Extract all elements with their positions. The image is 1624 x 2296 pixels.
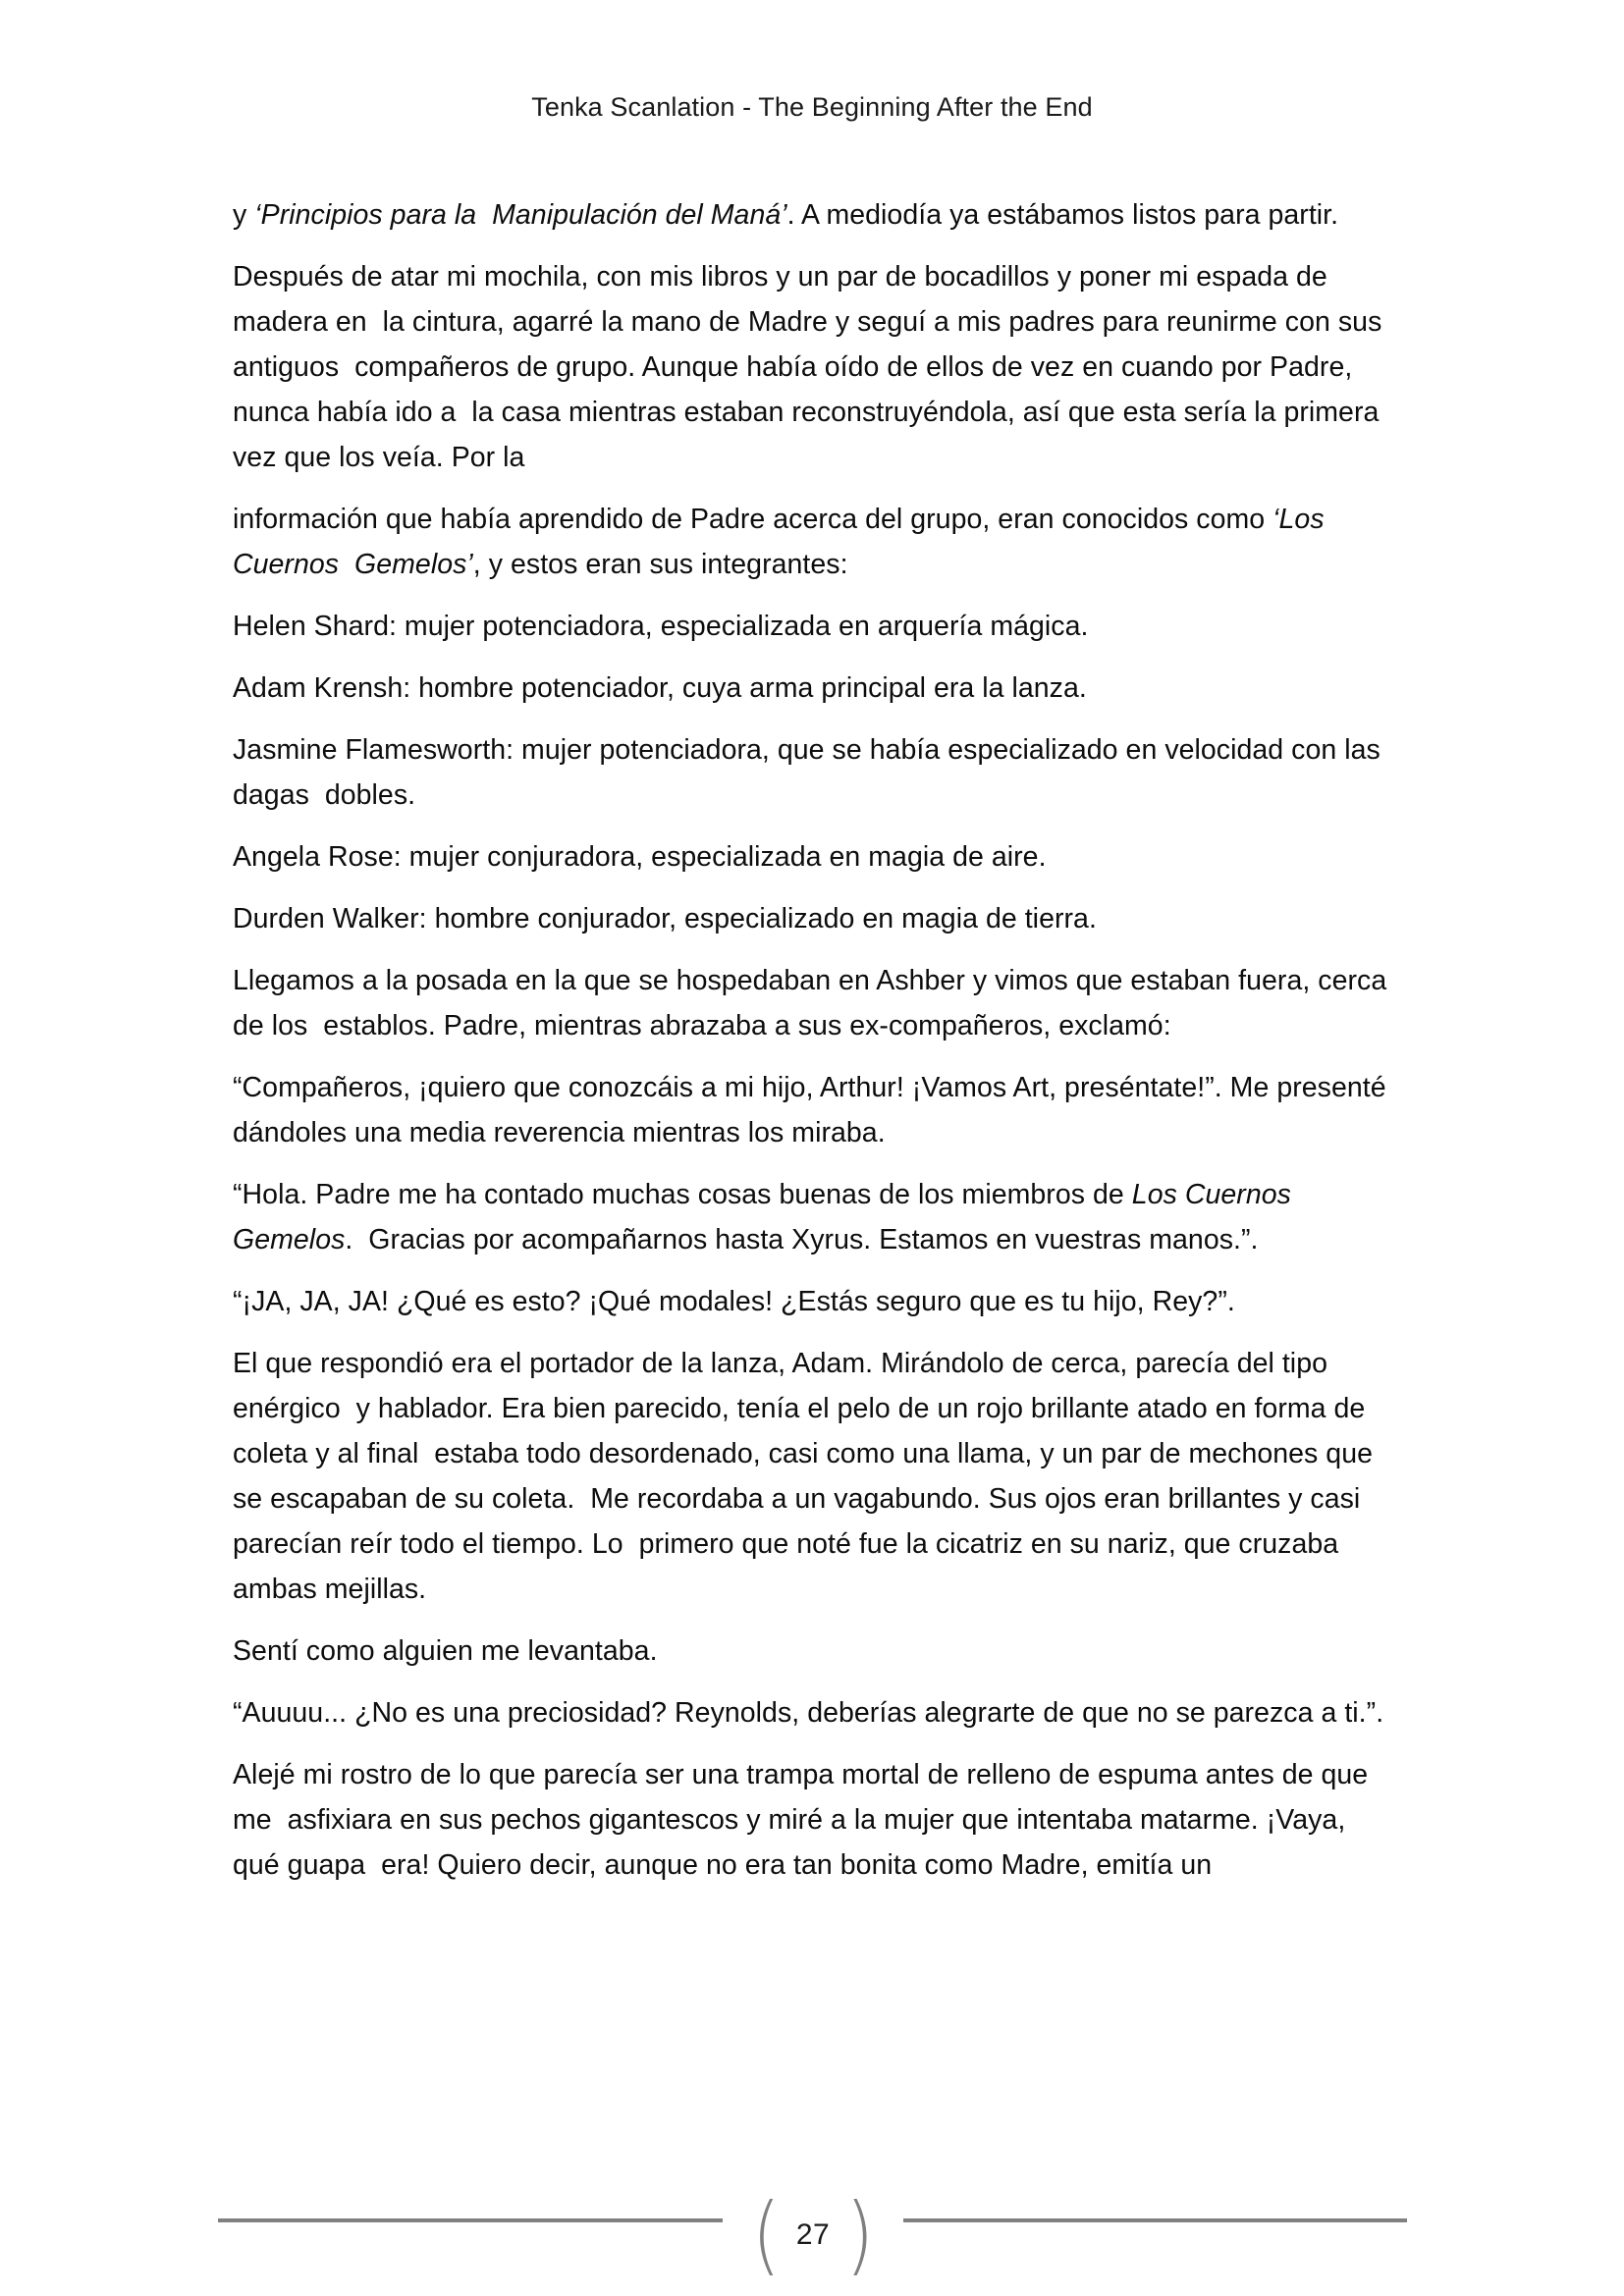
- text-run: El que respondió era el portador de la lanza, Adam. Mirándolo de cerca, parecía del tipo enérgico y hablador. Era bien parecido, tenía el pelo de un rojo brillante atado en forma de coleta y al final estaba todo desordenado, casi como una llama, y un par de mechones que se escapaban de su coleta. Me recordaba a un vagabundo. Sus ojos eran brillantes y casi parecían reír todo el tiempo. Lo primero que noté fue la cicatriz en su nariz, que cruzaba ambas mejillas.: [233, 1348, 1380, 1605]
- paragraph: [233, 1279, 1397, 1324]
- paragraph: [233, 604, 1397, 649]
- text-run: Helen Shard: mujer potenciadora, especializada en arquería mágica.: [233, 611, 1089, 642]
- page-number-ornament: [723, 2185, 903, 2285]
- paragraph: [233, 497, 1397, 587]
- footer-rule-left: [218, 2218, 723, 2222]
- text-run: Adam Krensh: hombre potenciador, cuya arma principal era la lanza.: [233, 672, 1087, 704]
- text-run: “Compañeros, ¡quiero que conozcáis a mi hijo, Arthur! ¡Vamos Art, preséntate!”. Me presenté dándoles una media reverencia mientras los miraba.: [233, 1072, 1394, 1148]
- paragraph: [233, 192, 1397, 238]
- text-run: Después de atar mi mochila, con mis libros y un par de bocadillos y poner mi espada de madera en la cintura, agarré la mano de Madre y seguí a mis padres para reunirme con sus antiguos compañeros de grupo. Aunque había oído de ellos de vez en cuando por Padre, nunca había ido a la casa mientras estaban reconstruyéndola, así que esta sería la primera vez que los veía. Por la: [233, 261, 1390, 473]
- paragraph: [233, 254, 1397, 480]
- paragraph: [233, 666, 1397, 711]
- paragraph: [233, 1172, 1397, 1262]
- paragraph: [233, 958, 1397, 1048]
- page-number: 27: [795, 2218, 831, 2251]
- brace-right-icon: ): [845, 2185, 875, 2285]
- brace-left-icon: (: [751, 2185, 781, 2285]
- text-run: “Hola. Padre me ha contado muchas cosas buenas de los miembros de: [233, 1179, 1132, 1210]
- text-run: Jasmine Flamesworth: mujer potenciadora, que se había especializado en velocidad con las dagas dobles.: [233, 734, 1388, 811]
- text-run: Sentí como alguien me levantaba.: [233, 1635, 658, 1667]
- text-run: . Gracias por acompañarnos hasta Xyrus. Estamos en vuestras manos.”.: [345, 1224, 1259, 1255]
- text-run: Alejé mi rostro de lo que parecía ser una trampa mortal de relleno de espuma antes de que me asfixiara en sus pechos gigantescos y miré a la mujer que intentaba matarme. ¡Vaya, qué guapa era! Quiero decir, aunque no era tan bonita como Madre, emitía un: [233, 1759, 1377, 1881]
- paragraph: [233, 834, 1397, 880]
- text-run: “Auuuu... ¿No es una preciosidad? Reynolds, deberías alegrarte de que no se parezca a ti.”.: [233, 1697, 1384, 1729]
- body-text-column: [233, 192, 1397, 1888]
- text-run: . A mediodía ya estábamos listos para partir.: [786, 199, 1339, 231]
- text-run: información que había aprendido de Padre acerca del grupo, eran conocidos como: [233, 504, 1273, 535]
- text-run: “¡JA, JA, JA! ¿Qué es esto? ¡Qué modales! ¿Estás seguro que es tu hijo, Rey?”.: [233, 1286, 1235, 1317]
- paragraph: [233, 727, 1397, 818]
- text-run: Llegamos a la posada en la que se hospedaban en Ashber y vimos que estaban fuera, cerca de los establos. Padre, mientras abrazaba a sus ex-compañeros, exclamó:: [233, 965, 1395, 1041]
- paragraph: [233, 1629, 1397, 1674]
- footer-rule-right: [903, 2218, 1407, 2222]
- text-run: Durden Walker: hombre conjurador, especializado en magia de tierra.: [233, 903, 1097, 934]
- text-run: , y estos eran sus integrantes:: [472, 549, 848, 580]
- paragraph: [233, 1690, 1397, 1735]
- page-footer: [0, 2185, 1624, 2285]
- text-run: y: [233, 199, 255, 231]
- running-header-title: Tenka Scanlation - The Beginning After the End: [531, 92, 1093, 122]
- italic-run: ‘Los Cuernos Gemelos’: [233, 504, 1332, 580]
- paragraph: [233, 1752, 1397, 1888]
- paragraph: [233, 896, 1397, 941]
- paragraph: [233, 1341, 1397, 1612]
- italic-run: ‘Principios para la Manipulación del Maná’: [254, 199, 787, 231]
- italic-run: Los Cuernos Gemelos: [233, 1179, 1299, 1255]
- text-run: Angela Rose: mujer conjuradora, especializada en magia de aire.: [233, 841, 1047, 873]
- paragraph: [233, 1065, 1397, 1155]
